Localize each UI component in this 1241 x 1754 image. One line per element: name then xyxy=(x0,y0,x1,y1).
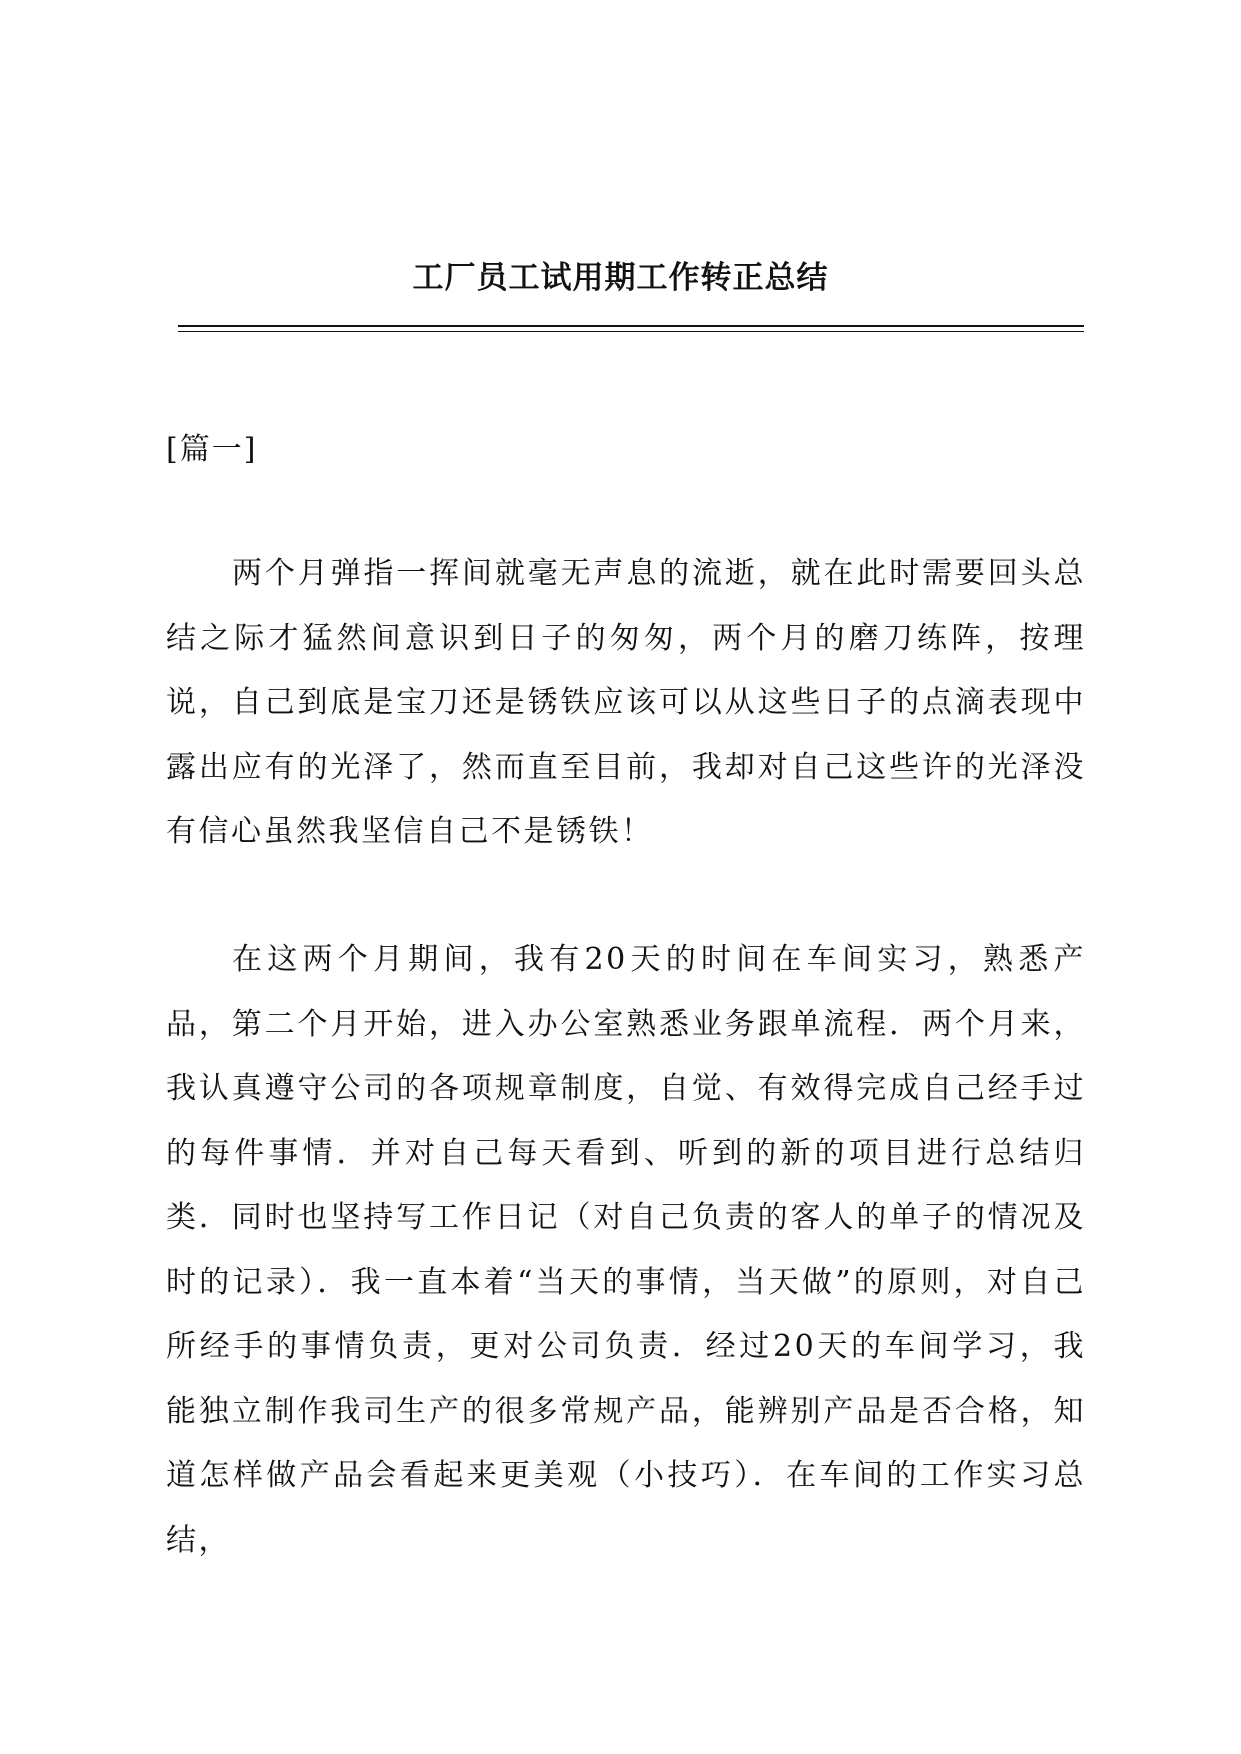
section-label: [篇一] xyxy=(166,432,258,467)
title-divider-thin xyxy=(178,331,1084,332)
paragraph-1: 两个月弹指一挥间就毫无声息的流逝，就在此时需要回头总结之际才猛然间意识到日子的匆匆，两个月的磨刀练阵，按理说，自己到底是宝刀还是锈铁应该可以从这些日子的点滴表现中露出应有的光泽了，然而直至目前，我却对自己这些许的光泽没有信心虽然我坚信自己不是锈铁！ xyxy=(166,556,1086,849)
paragraph-2: 在这两个月期间，我有20天的时间在车间实习，熟悉产品，第二个月开始，进入办公室熟悉业务跟单流程．两个月来，我认真遵守公司的各项规章制度，自觉、有效得完成自己经手过的每件事情．并对自己每天看到、听到的新的项目进行总结归类．同时也坚持写工作日记（对自己负责的客人的单子的情况及时的记录）．我一直本着“当天的事情，当天做”的原则，对自己所经手的事情负责，更对公司负责．经过20天的车间学习，我能独立制作我司生产的很多常规产品，能辨别产品是否合格，知道怎样做产品会看起来更美观（小技巧）．在车间的工作实习总结， xyxy=(166,942,1086,1558)
title-divider-thick xyxy=(178,325,1084,327)
document-title: 工厂员工试用期工作转正总结 xyxy=(412,260,829,296)
